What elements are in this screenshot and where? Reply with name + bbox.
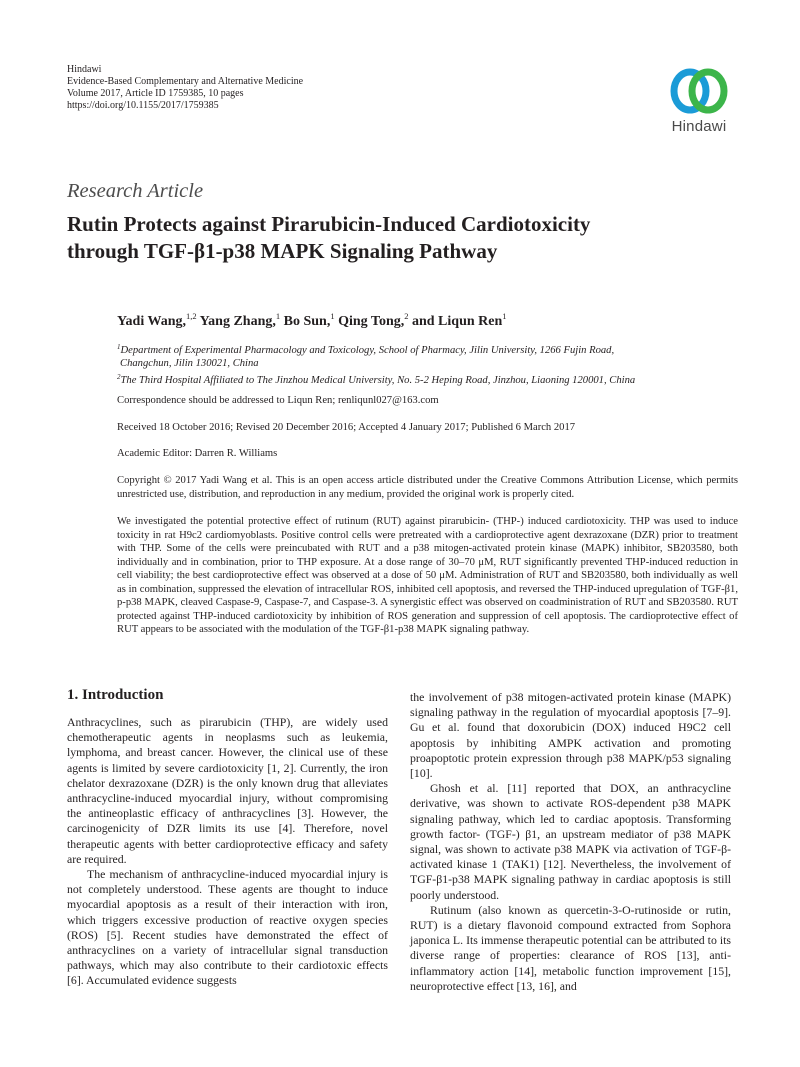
author-affiliation-mark: 1 xyxy=(502,311,507,321)
logo-wordmark: Hindawi xyxy=(671,118,727,135)
header-metadata xyxy=(67,64,303,112)
author-affiliation-mark: 1 xyxy=(330,311,335,321)
journal-name: Evidence-Based Complementary and Alternative Medicine xyxy=(67,76,304,87)
affiliation-text: Department of Experimental Pharmacology and Toxicology, School of Pharmacy, Jilin University, 1266 Fujin Road, xyxy=(120,345,615,356)
author-affiliation-mark: 1,2 xyxy=(186,311,197,321)
article-type: Research Article xyxy=(67,180,204,202)
abstract: We investigated the potential protective effect of rutinum (RUT) against pirarubicin- (THP-) induced cardiotoxicity. THP was used to induce toxicity in rat H9c2 cardiomyoblasts. Positive control cells were pretreated with a cardioprotective agent dexrazoxane (DZR) prior to treatment with THP. Some of the cells were preincubated with RUT and a p38 mitogen-activated protein kinase (MAPK) inhibitor, SB203580, both individually and in combination, prior to THP exposure. At a dose range of 30–70 μM, RUT significantly prevented THP-induced reduction in cell viability; the best cardioprotective effect was observed at a dose of 50 μM. Administration of RUT and SB203580, both individually as well as in combination, suppressed the elevation of intracellular ROS, inhibited cell apoptosis, and reversed the THP-induced upregulation of TGF-β1, p-p38 MAPK, cleaved Caspase-9, Caspase-7, and Caspase-3. A synergistic effect was observed on coadministration of RUT and SB203580. RUT protected against THP-induced cardiotoxicity by inhibition of ROS generation and suppression of cell apoptosis. The cardioprotective effect of RUT appears to be associated with the modulation of the TGF-β1-p38 MAPK signaling pathway. xyxy=(117,516,738,635)
body-paragraph: Rutinum (also known as quercetin-3-O-rutinoside or rutin, RUT) is a dietary flavonoid compound extracted from Sophora japonica L. Its immense therapeutic potential can be attributed to its diverse range of properties: clearance of ROS [13], anti-inflammatory action [14], metabolic function improvement [15], neuroprotective effect [13, 16], and xyxy=(410,902,731,993)
author-name[interactable]: Qing Tong, xyxy=(338,314,405,329)
affiliation-text: Changchun, Jilin 130021, China xyxy=(120,358,259,369)
body-paragraph: Anthracyclines, such as pirarubicin (THP), are widely used chemotherapeutic agents in neoplasms such as leukemia, lymphoma, and breast cancer. However, the clinical use of these agents is limited by severe cardiotoxicity [1, 2]. Currently, the iron chelator dexrazoxane (DZR) is the only known drug that alleviates anthracycline-induced myocardial injury, without compromising the antineoplastic efficacy of anthracyclines [3]. However, the carcinogenicity of DZR limits its use [4]. Therefore, novel therapeutic agents with better cardioprotective efficacy and safety are required. xyxy=(67,715,388,866)
body-column-left xyxy=(67,715,388,989)
author-name[interactable]: Bo Sun, xyxy=(283,314,331,329)
title-line: Rutin Protects against Pirarubicin-Induced Cardiotoxicity xyxy=(67,212,591,236)
author-name[interactable]: Yang Zhang, xyxy=(199,314,276,329)
affiliation-text: The Third Hospital Affiliated to The Jinzhou Medical University, No. 5-2 Heping Road, Jinzhou, Liaoning 120001, China xyxy=(120,375,636,386)
academic-editor: Academic Editor: Darren R. Williams xyxy=(117,448,278,459)
author-affiliation-mark: 2 xyxy=(404,311,409,321)
correspondence: Correspondence should be addressed to Liqun Ren; renliqunl027@163.com xyxy=(117,395,439,406)
title-line: through TGF-β1-p38 MAPK Signaling Pathway xyxy=(67,239,498,263)
body-paragraph: The mechanism of anthracycline-induced myocardial injury is not completely understood. These agents are thought to induce myocardial apoptosis as a result of their interaction with iron, which triggers excessive production of reactive oxygen species (ROS) [5]. Recent studies have demonstrated the effect of anthracyclines on a variety of intracellular signal transduction pathways, which may also contribute to their cardiotoxic effects [6]. Accumulated evidence suggests xyxy=(67,867,388,988)
publisher-name: Hindawi xyxy=(67,64,102,75)
author-name[interactable]: and Liqun Ren xyxy=(411,314,503,329)
affiliation-1 xyxy=(117,341,614,370)
doi-link[interactable]: https://doi.org/10.1155/2017/1759385 xyxy=(67,100,219,111)
section-heading: 1. Introduction xyxy=(67,687,164,703)
hindawi-logo xyxy=(660,66,738,136)
author-affiliation-mark: 1 xyxy=(275,311,281,321)
author-name[interactable]: Yadi Wang, xyxy=(117,314,186,329)
article-title xyxy=(67,211,747,265)
affiliation-2 xyxy=(117,371,635,387)
author-list xyxy=(117,311,507,330)
body-column-right xyxy=(410,690,731,994)
publication-dates: Received 18 October 2016; Revised 20 December 2016; Accepted 4 January 2017; Published 6 March 2017 xyxy=(117,422,576,433)
affiliation-mark: 1 xyxy=(117,343,121,351)
affiliation-mark: 2 xyxy=(117,373,121,381)
hindawi-logo-icon xyxy=(668,66,730,116)
copyright-notice: Copyright © 2017 Yadi Wang et al. This is an open access article distributed under the Creative Commons Attribution License, which permits unrestricted use, distribution, and reproduction in any medium, provided the original work is properly cited. xyxy=(117,475,738,501)
body-paragraph: Ghosh et al. [11] reported that DOX, an anthracycline derivative, was shown to activate ROS-dependent p38 MAPK signaling pathway, which led to cardiac apoptosis. Transforming growth factor- (TGF-) β1, an upstream mediator of p38 MAPK signal, was shown to activate p38 MAPK via activation of TGF-β-activated kinase 1 (TAK1) [12]. Nevertheless, the involvement of TGF-β1-p38 MAPK signaling pathway in cardiac apoptosis is still poorly understood. xyxy=(410,781,731,902)
volume-info: Volume 2017, Article ID 1759385, 10 pages xyxy=(67,88,244,99)
body-paragraph: the involvement of p38 mitogen-activated protein kinase (MAPK) signaling pathway in the regulation of myocardial apoptosis [7–9]. Gu et al. found that doxorubicin (DOX) induced H9C2 cell apoptosis by inhibiting AMPK activation and promoting proapoptotic protein expression through p38 MAPK/p53 signaling [10]. xyxy=(410,690,731,781)
